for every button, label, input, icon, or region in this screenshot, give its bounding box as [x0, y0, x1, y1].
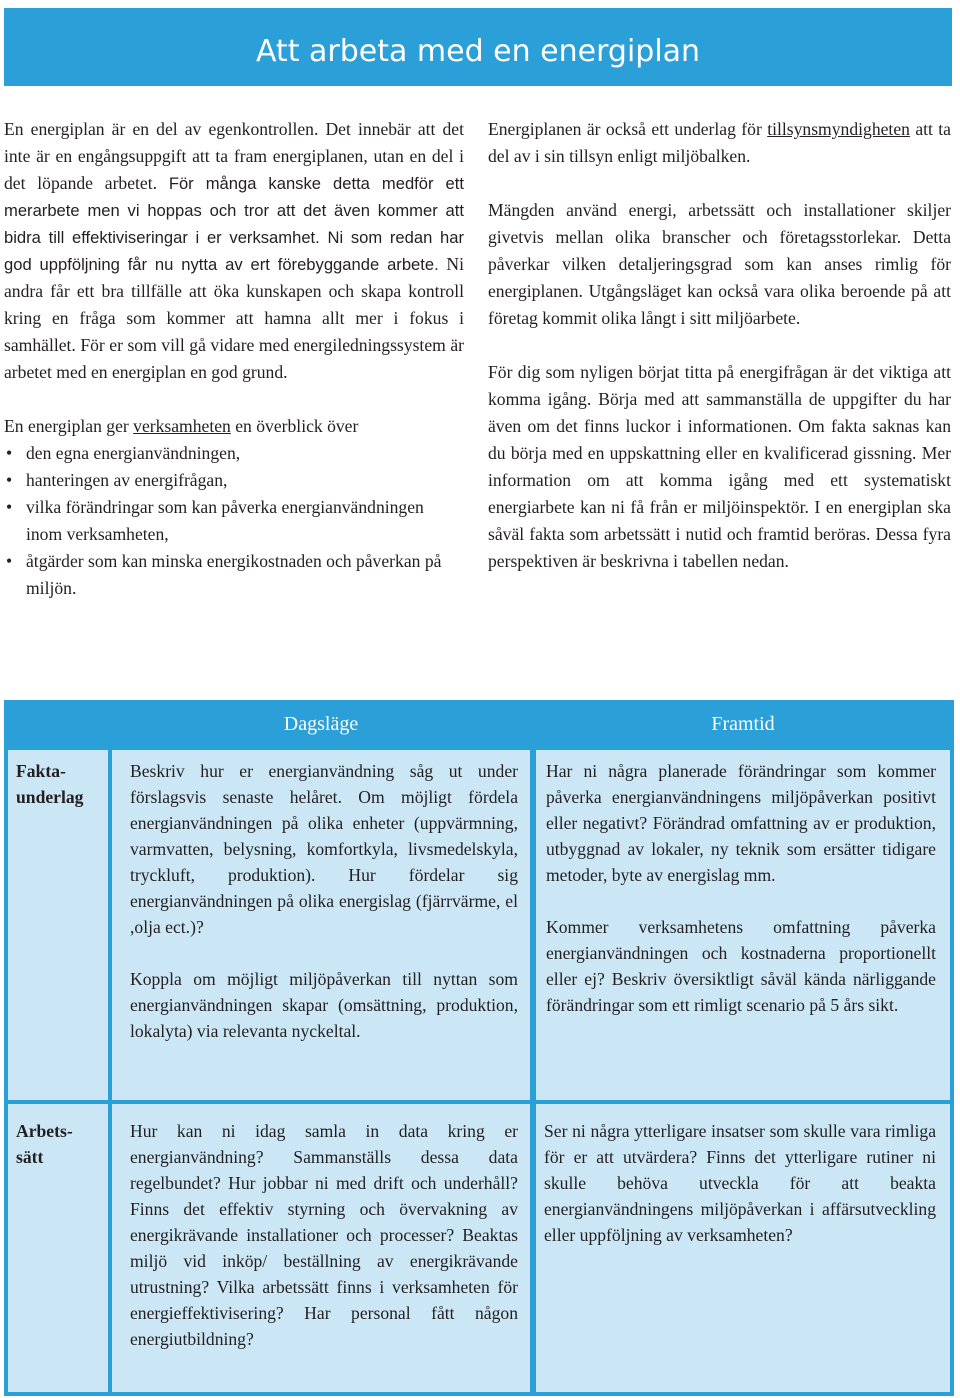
perspective-table — [4, 700, 954, 1396]
getting-started-paragraph: För dig som nyligen börjat titta på energifrågan är det viktiga att komma igång. Börja med att sammanställa de uppgifter du har även om det finns luckor i informationen. Om fakta saknas kan du börja med en uppskattning eller en kvalificerad gissning. Mer information om att komma igång med ett systematiskt energiarbete kan ni få från er miljöinspektör. I en energiplan ska såväl fakta som arbetssätt i nutid och framtid beröras. Dessa fyra perspektiven är beskrivna i tabellen nedan. — [488, 362, 951, 571]
supervision-paragraph: Energiplanen är också ett underlag för tillsynsmyndigheten att ta del av i sin tillsyn enligt miljöbalken. — [488, 119, 951, 166]
energy-amount-paragraph: Mängden använd energi, arbetssätt och installationer skiljer givetvis mellan olika branscher och företagsstorlekar. Detta påverkar vilken detaljeringsgrad som kan anses rimlig för energiplanen. Utgångsläget kan också vara olika beroende på att företag kommit olika långt i sitt miljöarbete. — [488, 200, 951, 328]
cell-fakta-dagslage: Beskriv hur er energianvändning såg ut under förslagsvis senaste helåret. Om möjligt fördela energianvändningen på olika enheter (uppvärmning, varmvatten, belysning, komfortkyla, livsmedelskyla, tryckluft, produktion). Hur fördelar sig energianvändningen på olika energislag (fjärrvärme, el ,olja ect.)? Koppla om möjligt miljöpåverkan till nyttan som energianvändningen skapar (omsättning, produktion, lokalyta) via relevanta nyckeltal. — [112, 750, 530, 1100]
row-label-faktaunderlag: Fakta-underlag — [8, 750, 108, 1100]
cell-arbetssatt-framtid: Ser ni några ytterligare insatser som skulle vara rimliga för er att utvärdera? Finns det ytterligare rutiner ni skulle behöva utveckla för att beakta energianvändningens miljöpåverkan i affärsutveckling eller uppföljning av verksamheten? — [536, 1104, 950, 1392]
cell-fakta-framtid: Har ni några planerade förändringar som kommer påverka energianvändningens miljöpåverkan positivt eller negativt? Förändrad omfattning av er produktion, utbyggnad av lokaler, ny teknik som ersätter tidigare metoder, byte av energislag mm. Kommer verksamhetens omfattning påverka energianvändningen och kostnaderna proportionellt eller ej? Beskriv översiktligt såväl kända närliggande förändringar som ett rimligt scenario på 5 års sikt. — [536, 750, 950, 1100]
overview-list — [4, 440, 464, 602]
verksamheten-link[interactable]: verksamheten — [133, 416, 231, 436]
list-item: • den egna energianvändningen, — [4, 440, 464, 467]
list-item: • hanteringen av energifrågan, — [4, 467, 464, 494]
page-title: Att arbeta med en energiplan — [255, 34, 701, 69]
title-banner — [4, 8, 952, 86]
list-item: • vilka förändringar som kan påverka energianvändningen inom verksamheten, — [4, 494, 464, 548]
tillsynsmyndigheten-link[interactable]: tillsynsmyndigheten — [767, 119, 910, 139]
list-item: • åtgärder som kan minska energikostnaden och påverkan på miljön. — [4, 548, 464, 602]
cell-arbetssatt-dagslage: Hur kan ni idag samla in data kring er energianvändning? Sammanställs dessa data regelbundet? Hur jobbar ni med drift och underhåll? Finns det effektiv styrning och övervakning av energikrävande installationer och processer? Beaktas miljö vid inköp/ beställning av energikrävande utrustning? Vilka arbetssätt finns i verksamheten för energieffektivisering? Har personal fått någon energiutbildning? — [112, 1104, 530, 1392]
intro-text-c: Ni andra får ett bra tillfälle att öka kunskapen och skapa kontroll kring en fråga som kommer att hamna allt mer i fokus i samhället. För er som vill gå vidare med energiledningssystem är arbetet med en energiplan en god grund. — [4, 254, 464, 382]
left-column — [4, 116, 464, 602]
row-label-arbetssatt: Arbets-sätt — [8, 1104, 108, 1392]
bullet-icon: • — [6, 470, 13, 490]
right-column — [488, 116, 951, 575]
header-dagslage: Dagsläge — [283, 713, 359, 735]
overview-lead: En energiplan ger verksamheten en överblick över — [4, 416, 359, 436]
bullet-icon: • — [6, 497, 13, 517]
bullet-icon: • — [6, 551, 13, 571]
bullet-icon: • — [6, 443, 13, 463]
header-framtid: Framtid — [711, 713, 775, 735]
intro-text-a: En energiplan är en del av egenkontrollen. Det innebär att det inte är en engångsuppgift att ta fram energiplanen, utan en del i det löpande arbetet. — [4, 119, 464, 193]
intro-text-b: För många kanske detta medför ett merarbete men vi hoppas och tror att det även kommer att bidra till effektiviseringar i er verksamhet. Ni som redan har god uppföljning får nu nytta av ert förebyggande arbete. — [4, 174, 464, 274]
intro-paragraph — [4, 116, 464, 386]
